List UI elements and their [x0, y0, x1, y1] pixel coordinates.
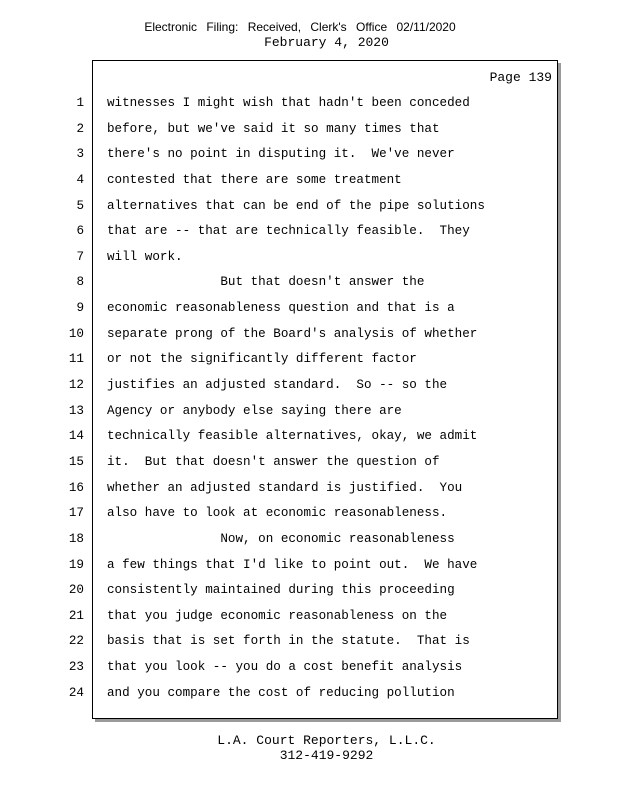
transcript-line: [0, 347, 618, 373]
line-number: 7: [76, 249, 84, 264]
transcript-date: February 4, 2020: [264, 35, 389, 50]
line-text: consistently maintained during this proceeding: [107, 583, 455, 598]
line-text: and you compare the cost of reducing pollution: [107, 685, 455, 700]
transcript-line: [0, 322, 618, 348]
line-text: also have to look at economic reasonableness.: [107, 506, 448, 521]
line-number: 10: [68, 326, 84, 341]
line-text: witnesses I might wish that hadn't been conceded: [107, 96, 470, 110]
transcript-line: [0, 399, 618, 425]
transcript-line: [0, 91, 618, 117]
line-number: 3: [76, 147, 84, 162]
transcript-line: [0, 681, 618, 707]
line-number: 2: [76, 121, 84, 136]
line-number: 16: [68, 480, 84, 495]
line-number: 23: [68, 660, 84, 675]
reporter-phone: 312-419-9292: [279, 748, 374, 763]
transcript-line: [0, 194, 618, 220]
transcript-line: [0, 219, 618, 245]
transcript-line: [0, 142, 618, 168]
line-text: contested that there are some treatment: [107, 172, 402, 187]
transcript-line: [0, 527, 618, 553]
line-text: basis that is set forth in the statute. That is: [107, 634, 470, 649]
line-text: justifies an adjusted standard. So -- so the: [107, 378, 448, 393]
transcript-line: [0, 168, 618, 194]
transcript-line: [0, 578, 618, 604]
transcript-line: [0, 270, 618, 296]
transcript-line: [0, 450, 618, 476]
line-number: 14: [68, 429, 84, 444]
line-text: Agency or anybody else saying there are: [107, 403, 402, 418]
line-number: 19: [68, 557, 84, 572]
line-text: that you look -- you do a cost benefit analysis: [107, 660, 463, 675]
line-text: a few things that I'd like to point out. We have: [107, 557, 478, 572]
line-number: 6: [76, 224, 84, 239]
line-text: economic reasonableness question and that is a: [107, 301, 455, 316]
page-number: Page 139: [489, 70, 552, 85]
line-text: technically feasible alternatives, okay, we admit: [107, 429, 478, 444]
line-number: 21: [68, 608, 84, 623]
line-number: 24: [68, 685, 84, 700]
line-text: will work.: [107, 249, 183, 264]
line-text: or not the significantly different factor: [107, 352, 417, 367]
line-text: alternatives that can be end of the pipe solutions: [107, 198, 485, 213]
line-number: 8: [76, 275, 84, 290]
transcript-line: [0, 655, 618, 681]
transcript-line: [0, 629, 618, 655]
line-number: 11: [68, 352, 84, 367]
line-text: whether an adjusted standard is justified. You: [107, 480, 463, 495]
line-text: separate prong of the Board's analysis of whether: [107, 326, 478, 341]
transcript-line: [0, 245, 618, 271]
transcript-line: [0, 553, 618, 579]
line-text: before, but we've said it so many times that: [107, 121, 440, 136]
transcript-line: [0, 476, 618, 502]
line-number: 15: [68, 454, 84, 469]
line-text: But that doesn't answer the: [107, 275, 425, 290]
line-number: 18: [68, 531, 84, 546]
filing-stamp: Electronic Filing: Received, Clerk's Office 02/11/2020: [144, 20, 456, 34]
line-number: 9: [76, 301, 84, 316]
transcript-line: [0, 501, 618, 527]
line-text: that you judge economic reasonableness on the: [107, 608, 448, 623]
transcript-line: [0, 373, 618, 399]
line-number: 1: [76, 96, 84, 110]
line-number: 13: [68, 403, 84, 418]
transcript-line: [0, 117, 618, 143]
line-number: 22: [68, 634, 84, 649]
transcript-line: [0, 604, 618, 630]
line-number: 5: [76, 198, 84, 213]
line-text: that are -- that are technically feasible. They: [107, 224, 470, 239]
reporter-company: L.A. Court Reporters, L.L.C.: [217, 733, 436, 748]
transcript-line: [0, 296, 618, 322]
line-number: 4: [76, 172, 84, 187]
line-text: Now, on economic reasonableness: [107, 531, 455, 546]
line-number: 17: [68, 506, 84, 521]
line-text: it. But that doesn't answer the question of: [107, 454, 440, 469]
transcript-lines: [0, 91, 618, 706]
line-number: 20: [68, 583, 84, 598]
transcript-line: [0, 424, 618, 450]
line-number: 12: [68, 378, 84, 393]
line-text: there's no point in disputing it. We've never: [107, 147, 455, 162]
